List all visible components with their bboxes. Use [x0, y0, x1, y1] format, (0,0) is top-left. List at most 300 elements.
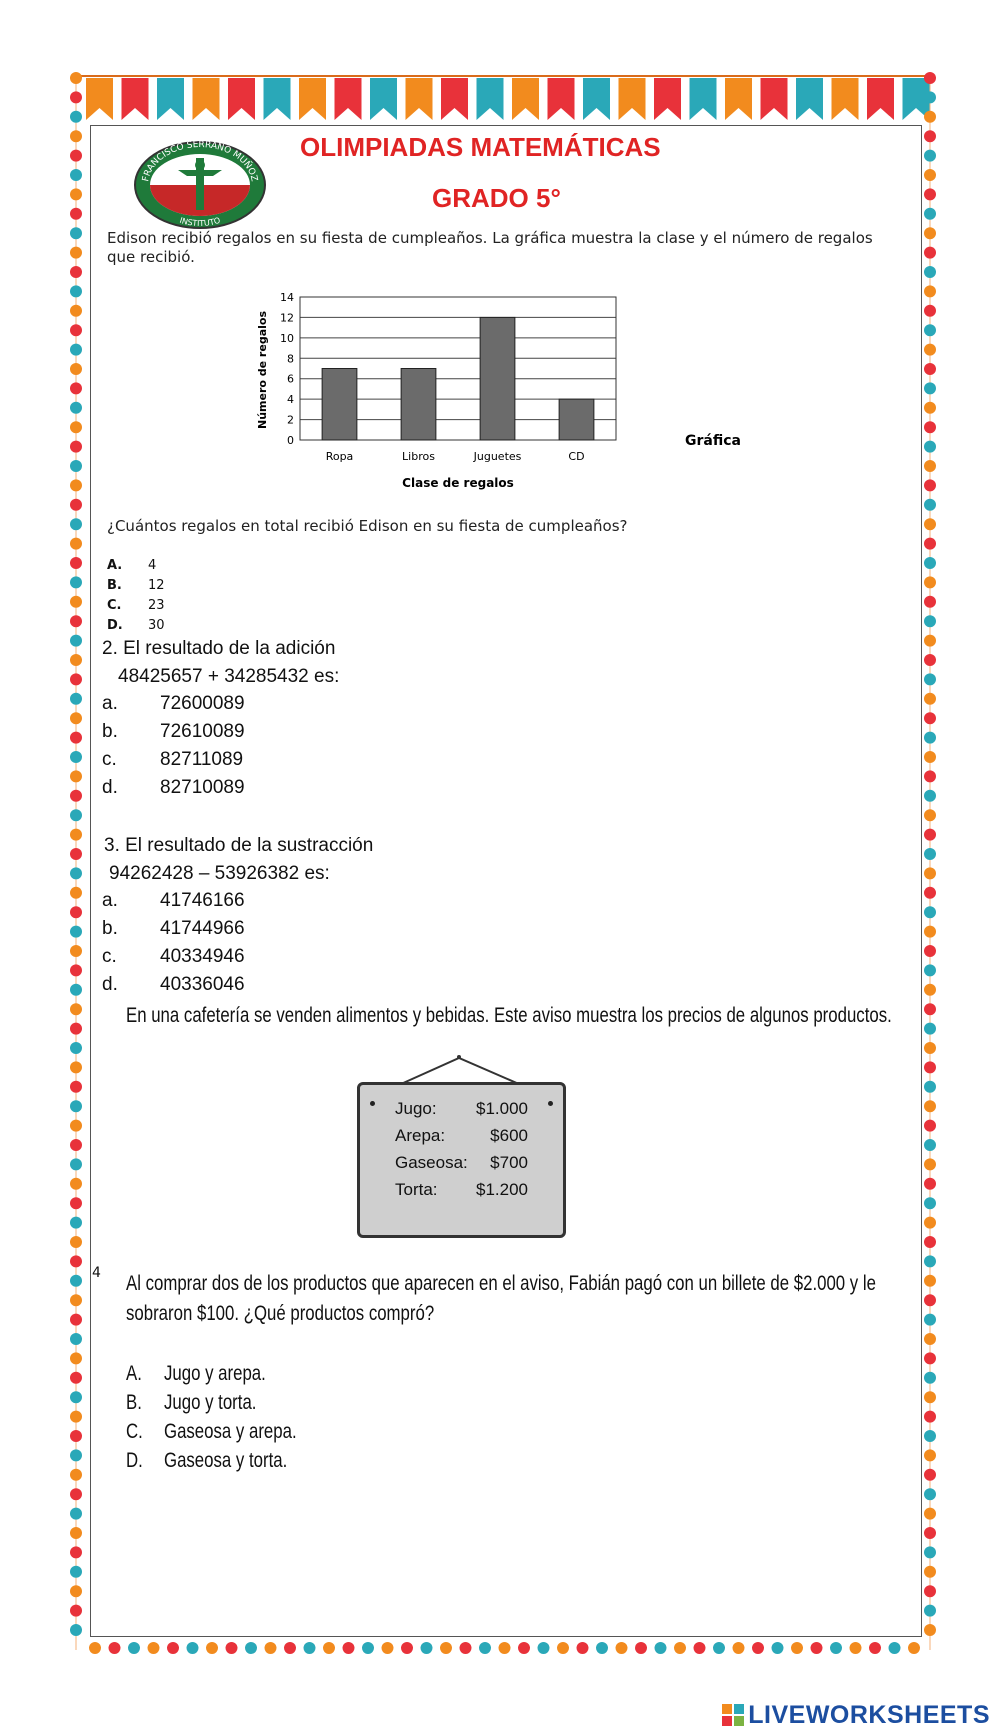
border-dot: [924, 887, 936, 899]
chart-x-ticks: [326, 450, 585, 463]
border-dot: [70, 596, 82, 608]
border-dot: [924, 363, 936, 375]
border-dot: [924, 382, 936, 394]
border-dot: [70, 227, 82, 239]
q2-options-value-0: 72600089: [160, 693, 245, 714]
border-dot: [924, 208, 936, 220]
border-dot: [70, 324, 82, 336]
chart-y-tick-label: 4: [287, 393, 294, 407]
border-dot: [924, 596, 936, 608]
border-dot: [924, 441, 936, 453]
border-dot: [924, 479, 936, 491]
border-dot: [924, 770, 936, 782]
border-dot: [460, 1642, 472, 1654]
chart-y-tick-label: 12: [280, 311, 294, 325]
border-dot: [70, 654, 82, 666]
border-dot: [924, 111, 936, 123]
border-dot: [70, 829, 82, 841]
q2-options-value-2: 82711089: [160, 749, 244, 770]
border-dot: [577, 1642, 589, 1654]
border-dot: [924, 1197, 936, 1209]
border-dot: [924, 402, 936, 414]
chart-x-tick-label: CD: [568, 450, 585, 463]
border-dot: [924, 557, 936, 569]
border-dot: [70, 188, 82, 200]
border-dot: [791, 1642, 803, 1654]
bunting-flag: [619, 78, 646, 120]
chart-title: Gráfica: [685, 433, 741, 449]
border-dot: [830, 1642, 842, 1654]
border-dot: [924, 72, 936, 84]
border-dot: [924, 576, 936, 588]
border-dot: [70, 1275, 82, 1287]
border-dot: [635, 1642, 647, 1654]
border-dot: [557, 1642, 569, 1654]
q4-intro: En una cafetería se venden alimentos y bebidas. Este aviso muestra los precios de algunos productos.: [126, 1004, 892, 1027]
border-dot: [421, 1642, 433, 1654]
chart-x-tick-label: Libros: [402, 450, 435, 463]
border-dot: [924, 1236, 936, 1248]
sign-hanger: [395, 1052, 525, 1086]
q1-options-letter-2: C.: [107, 598, 122, 613]
border-dot: [924, 1527, 936, 1539]
border-dot: [70, 1294, 82, 1306]
border-dot: [70, 382, 82, 394]
border-dot: [70, 867, 82, 879]
border-dot: [70, 1449, 82, 1461]
bunting-flag: [654, 78, 681, 120]
border-dot: [924, 518, 936, 530]
border-dot: [924, 1023, 936, 1035]
chart-y-tick-label: 14: [280, 291, 294, 304]
sign-item-price-1: $600: [490, 1126, 528, 1145]
q2-options-value-1: 72610089: [160, 721, 245, 742]
q3-line2: 94262428 – 53926382 es:: [109, 863, 330, 884]
q1-question: ¿Cuántos regalos en total recibió Edison en su fiesta de cumpleaños?: [107, 517, 628, 535]
chart-bar-libros: [401, 369, 436, 441]
border-dot: [70, 305, 82, 317]
border-dot: [752, 1642, 764, 1654]
q4-options-letter-1: B.: [126, 1391, 142, 1414]
border-dot: [924, 1217, 936, 1229]
grade-label: GRADO 5°: [432, 183, 561, 213]
q2-options-letter-1: b.: [102, 721, 118, 742]
border-dot: [70, 1003, 82, 1015]
sign-item-name-3: Torta:: [395, 1180, 438, 1199]
border-dot: [70, 518, 82, 530]
border-dot: [70, 751, 82, 763]
border-dot: [70, 1120, 82, 1132]
q4-options-letter-0: A.: [126, 1362, 142, 1385]
q4-options-letter-2: C.: [126, 1420, 143, 1443]
border-dot: [70, 1255, 82, 1267]
q3-line1: 3. El resultado de la sustracción: [104, 835, 374, 856]
chart-bar-juguetes: [480, 317, 515, 440]
border-dot: [70, 1372, 82, 1384]
border-dot: [70, 945, 82, 957]
bunting-flag: [335, 78, 362, 120]
border-dot: [694, 1642, 706, 1654]
sign-item-name-0: Jugo:: [395, 1099, 437, 1118]
border-dot: [70, 1158, 82, 1170]
border-dot: [362, 1642, 374, 1654]
border-dot: [284, 1642, 296, 1654]
border-dot: [924, 1546, 936, 1558]
border-dot: [128, 1642, 140, 1654]
border-dot: [70, 499, 82, 511]
chart-x-tick-label: Ropa: [325, 450, 354, 463]
border-dot: [70, 363, 82, 375]
border-dot: [924, 1003, 936, 1015]
border-dot: [924, 538, 936, 550]
border-dot: [924, 1100, 936, 1112]
border-dot: [924, 1333, 936, 1345]
q3-options-value-1: 41744966: [160, 918, 245, 939]
border-dot: [924, 1411, 936, 1423]
q1-options-value-1: 12: [148, 578, 165, 593]
border-dot: [924, 1314, 936, 1326]
border-dot: [924, 673, 936, 685]
page-title: OLIMPIADAS MATEMÁTICAS: [300, 132, 661, 162]
q1-options-letter-1: B.: [107, 578, 122, 593]
border-dot: [924, 130, 936, 142]
border-dot: [70, 538, 82, 550]
border-dot: [70, 557, 82, 569]
border-dot: [924, 1488, 936, 1500]
border-dot: [924, 285, 936, 297]
border-dot: [70, 1546, 82, 1558]
sign-item-price-3: $1.200: [476, 1180, 528, 1199]
border-dot: [924, 1178, 936, 1190]
bunting-flag: [122, 78, 149, 120]
q4-question-line1: Al comprar dos de los productos que aparecen en el aviso, Fabián pagó con un billete de $2.000 y le: [126, 1272, 876, 1295]
border-dot: [674, 1642, 686, 1654]
border-dot: [924, 926, 936, 938]
border-dot: [924, 305, 936, 317]
border-dot: [924, 1352, 936, 1364]
chart-y-tick-label: 2: [287, 413, 294, 427]
bunting-flag: [157, 78, 184, 120]
q1-options-letter-3: D.: [107, 618, 123, 633]
bunting-flag: [370, 78, 397, 120]
chart-y-tick-label: 6: [287, 372, 294, 386]
border-dot: [924, 867, 936, 879]
border-dot: [70, 1081, 82, 1093]
border-dot: [343, 1642, 355, 1654]
border-dot: [850, 1642, 862, 1654]
border-dot: [70, 1217, 82, 1229]
school-logo: [133, 140, 268, 230]
border-dot: [924, 790, 936, 802]
bunting-flag: [512, 78, 539, 120]
border-dot: [924, 712, 936, 724]
border-dot: [70, 790, 82, 802]
border-dot: [924, 1042, 936, 1054]
border-dot: [70, 1430, 82, 1442]
border-dot: [924, 1469, 936, 1481]
bunting-flag: [228, 78, 255, 120]
border-dot: [70, 1333, 82, 1345]
border-dot: [924, 1585, 936, 1597]
border-dot: [924, 906, 936, 918]
border-dot: [499, 1642, 511, 1654]
border-dot: [70, 926, 82, 938]
sign-pin-right: [548, 1101, 553, 1106]
border-dot: [772, 1642, 784, 1654]
q4-options-value-2: Gaseosa y arepa.: [164, 1420, 297, 1443]
border-dot: [924, 654, 936, 666]
border-dot: [304, 1642, 316, 1654]
sign-item-name-1: Arepa:: [395, 1126, 446, 1145]
border-dot: [924, 848, 936, 860]
bunting-flag: [548, 78, 575, 120]
chart-y-tick-label: 0: [287, 434, 294, 447]
border-dot: [70, 1139, 82, 1151]
q4-options-value-3: Gaseosa y torta.: [164, 1449, 288, 1472]
sign-item-price-2: $700: [490, 1153, 528, 1172]
border-dot: [70, 72, 82, 84]
border-dot: [924, 693, 936, 705]
border-dot: [323, 1642, 335, 1654]
border-dot: [924, 1139, 936, 1151]
border-dot: [924, 635, 936, 647]
border-dot: [70, 479, 82, 491]
border-dot: [924, 1275, 936, 1287]
border-dot: [713, 1642, 725, 1654]
liveworksheets-icon: [722, 1704, 744, 1726]
border-dot: [70, 1100, 82, 1112]
border-dot: [924, 1391, 936, 1403]
chart-bar-ropa: [322, 369, 357, 441]
border-dot: [109, 1642, 121, 1654]
bunting-flag: [406, 78, 433, 120]
bunting-flag: [441, 78, 468, 120]
border-dot: [70, 1391, 82, 1403]
q3-options-letter-3: d.: [102, 974, 118, 995]
border-dot: [924, 1120, 936, 1132]
border-dot: [924, 1081, 936, 1093]
border-dot: [924, 150, 936, 162]
bunting-flag: [86, 78, 113, 120]
border-dot: [70, 1566, 82, 1578]
q3-options-value-3: 40336046: [160, 974, 245, 995]
border-dot: [924, 266, 936, 278]
bunting-flag: [796, 78, 823, 120]
q2-options-value-3: 82710089: [160, 777, 245, 798]
border-dot: [70, 635, 82, 647]
svg-text:FRANCISCO SERRANO MUÑOZ: FRANCISCO SERRANO MUÑOZ: [141, 140, 259, 183]
sign-item-price-0: $1.000: [476, 1099, 528, 1118]
border-dot: [924, 460, 936, 472]
border-dot: [70, 460, 82, 472]
q4-question-line2: sobraron $100. ¿Qué productos compró?: [126, 1302, 435, 1325]
border-dot: [518, 1642, 530, 1654]
border-dot: [70, 1023, 82, 1035]
border-dot: [70, 1411, 82, 1423]
border-dot: [70, 1488, 82, 1500]
border-dot: [70, 984, 82, 996]
border-dot: [70, 1042, 82, 1054]
border-dot: [596, 1642, 608, 1654]
border-dot: [733, 1642, 745, 1654]
chart-y-tick-label: 8: [287, 352, 294, 366]
bunting-flag: [583, 78, 610, 120]
border-dot: [70, 1527, 82, 1539]
liveworksheets-brand: LIVEWORKSHEETS: [748, 1701, 990, 1729]
bunting-flag: [832, 78, 859, 120]
border-dot: [70, 732, 82, 744]
bunting-flag: [690, 78, 717, 120]
border-dot: [889, 1642, 901, 1654]
border-dot: [70, 247, 82, 259]
border-dot: [924, 829, 936, 841]
border-dot: [924, 91, 936, 103]
q1-intro-line2: que recibió.: [107, 248, 195, 266]
border-dot: [70, 1197, 82, 1209]
border-dot: [226, 1642, 238, 1654]
border-dot: [538, 1642, 550, 1654]
q3-options-letter-1: b.: [102, 918, 118, 939]
gift-bar-chart: [250, 285, 770, 500]
border-dot: [655, 1642, 667, 1654]
border-dot: [70, 887, 82, 899]
border-dot: [70, 712, 82, 724]
border-dot: [924, 1158, 936, 1170]
border-dot: [245, 1642, 257, 1654]
chart-bar-cd: [559, 399, 594, 440]
border-dot: [70, 111, 82, 123]
q2-line2: 48425657 + 34285432 es:: [118, 666, 340, 687]
q4-options-letter-3: D.: [126, 1449, 143, 1472]
border-dot: [70, 809, 82, 821]
border-dot: [924, 1255, 936, 1267]
bunting-flag: [193, 78, 220, 120]
q2-options-letter-3: d.: [102, 777, 118, 798]
border-dot: [70, 150, 82, 162]
border-dot: [70, 1236, 82, 1248]
border-dot: [924, 809, 936, 821]
border-dot: [70, 770, 82, 782]
border-dot: [70, 344, 82, 356]
q2-options-letter-0: a.: [102, 693, 118, 714]
liveworksheets-logo: [722, 1701, 990, 1730]
q4-options-value-0: Jugo y arepa.: [164, 1362, 266, 1385]
border-dot: [70, 1605, 82, 1617]
border-dot: [924, 732, 936, 744]
border-dot: [924, 344, 936, 356]
border-dot: [70, 1585, 82, 1597]
border-dot: [70, 285, 82, 297]
border-dot: [70, 964, 82, 976]
border-dot: [924, 324, 936, 336]
border-dot: [148, 1642, 160, 1654]
q1-options-value-0: 4: [148, 558, 157, 573]
border-dot: [70, 693, 82, 705]
chart-x-label: Clase de regalos: [402, 476, 514, 490]
border-dot: [401, 1642, 413, 1654]
border-dot: [924, 984, 936, 996]
bunting-flags: [72, 76, 930, 120]
border-dot: [70, 402, 82, 414]
border-dot: [924, 247, 936, 259]
border-dot: [924, 499, 936, 511]
border-dot: [924, 1566, 936, 1578]
svg-text:INSTITUTO: INSTITUTO: [178, 215, 222, 229]
border-dot: [70, 615, 82, 627]
border-dot: [908, 1642, 920, 1654]
border-dot: [382, 1642, 394, 1654]
border-dot: [479, 1642, 491, 1654]
border-dot: [924, 1430, 936, 1442]
bunting-flag: [477, 78, 504, 120]
q2-line1: 2. El resultado de la adición: [102, 638, 336, 659]
border-dot: [167, 1642, 179, 1654]
border-dot: [70, 1508, 82, 1520]
border-dot: [70, 421, 82, 433]
border-dot: [924, 169, 936, 181]
border-dot: [924, 227, 936, 239]
border-dot: [265, 1642, 277, 1654]
q1-options-value-2: 23: [148, 598, 165, 613]
bunting-flag: [867, 78, 894, 120]
border-dot: [70, 1624, 82, 1636]
sign-item-name-2: Gaseosa:: [395, 1153, 468, 1172]
border-dot: [206, 1642, 218, 1654]
border-dot: [187, 1642, 199, 1654]
border-dot: [70, 1061, 82, 1073]
border-dot: [811, 1642, 823, 1654]
border-dot: [70, 1352, 82, 1364]
border-dot: [924, 964, 936, 976]
bunting-flag: [299, 78, 326, 120]
border-dot: [70, 441, 82, 453]
border-dot: [924, 615, 936, 627]
border-dot: [924, 421, 936, 433]
chart-x-tick-label: Juguetes: [473, 450, 522, 463]
border-dot: [70, 130, 82, 142]
q3-options-value-2: 40334946: [160, 946, 245, 967]
q1-options-value-3: 30: [148, 618, 165, 633]
q2-options-letter-2: c.: [102, 749, 117, 770]
border-dot: [89, 1642, 101, 1654]
border-dot: [924, 1372, 936, 1384]
border-dot: [924, 1508, 936, 1520]
chart-y-tick-label: 10: [280, 331, 294, 345]
border-dot: [869, 1642, 881, 1654]
border-dot: [70, 169, 82, 181]
border-dot: [924, 1624, 936, 1636]
border-dot: [924, 945, 936, 957]
sign-pin-left: [370, 1101, 375, 1106]
border-dot: [924, 751, 936, 763]
border-dot: [70, 673, 82, 685]
border-dot: [924, 1061, 936, 1073]
border-dot: [924, 1294, 936, 1306]
q3-options-value-0: 41746166: [160, 890, 245, 911]
border-dot: [70, 266, 82, 278]
chart-y-label: Número de regalos: [256, 311, 269, 429]
border-dot: [70, 1314, 82, 1326]
border-dot: [616, 1642, 628, 1654]
q1-intro-line1: Edison recibió regalos en su fiesta de cumpleaños. La gráfica muestra la clase y el número de regalos: [107, 229, 873, 247]
q1-options-letter-0: A.: [107, 558, 123, 573]
q3-options-letter-2: c.: [102, 946, 117, 967]
border-dot: [70, 1469, 82, 1481]
chart-y-ticks: [280, 291, 294, 447]
bunting-flag: [264, 78, 291, 120]
border-dot: [70, 906, 82, 918]
q4-number: 4: [92, 1265, 101, 1281]
